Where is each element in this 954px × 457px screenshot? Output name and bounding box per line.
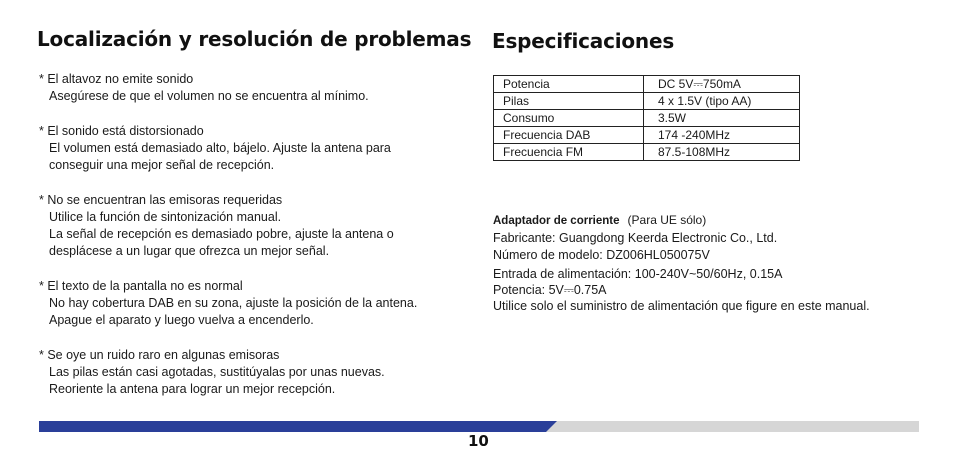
footer-bar: [39, 421, 919, 432]
problem-heading: * El texto de la pantalla no es normal: [39, 279, 243, 293]
spec-value: DC 5V⎓750mA: [644, 76, 800, 93]
adapter-power: Potencia: 5V⎓0.75A: [493, 283, 607, 297]
spec-key: Consumo: [494, 110, 644, 127]
adapter-model: Número de modelo: DZ006HL050075V: [493, 248, 710, 262]
page-number: 10: [468, 432, 489, 450]
solution-line: Reoriente la antena para lograr un mejor recepción.: [49, 382, 336, 396]
solution-line: desplácese a un lugar que ofrezca un mejor señal.: [49, 244, 330, 258]
problem-heading: * El sonido está distorsionado: [39, 124, 204, 138]
solution-line: Las pilas están casi agotadas, sustitúyalas por unas nuevas.: [49, 365, 385, 379]
adapter-heading: [493, 212, 913, 230]
specifications-table: [493, 75, 800, 161]
troubleshooting-list: [39, 71, 479, 416]
spec-value: 4 x 1.5V (tipo AA): [644, 93, 800, 110]
spec-key: Frecuencia FM: [494, 144, 644, 161]
adapter-title: Adaptador de corriente: [493, 215, 620, 227]
table-row: [494, 93, 800, 110]
troubleshooting-item: [39, 278, 479, 329]
table-row: [494, 127, 800, 144]
spec-key: Potencia: [494, 76, 644, 93]
table-row: [494, 110, 800, 127]
solution-line: conseguir una mejor señal de recepción.: [49, 158, 275, 172]
solution-line: Apague el aparato y luego vuelva a encenderlo.: [49, 313, 314, 327]
troubleshooting-item: [39, 71, 479, 105]
adapter-usage: Utilice solo el suministro de alimentación que figure en este manual.: [493, 299, 870, 313]
solution-line: El volumen está demasiado alto, bájelo. Ajuste la antena para: [49, 141, 391, 155]
power-adapter-info: [493, 212, 913, 315]
footer-bar-primary: [39, 421, 557, 432]
table-row: [494, 144, 800, 161]
specifications-title: Especificaciones: [492, 29, 675, 53]
table-row: [494, 76, 800, 93]
solution-line: Utilice la función de sintonización manual.: [49, 210, 282, 224]
troubleshooting-item: [39, 347, 479, 398]
adapter-manufacturer: Fabricante: Guangdong Keerda Electronic Co., Ltd.: [493, 231, 778, 245]
spec-key: Pilas: [494, 93, 644, 110]
spec-value: 3.5W: [644, 110, 800, 127]
adapter-input: Entrada de alimentación: 100-240V~50/60Hz, 0.15A: [493, 267, 783, 281]
troubleshooting-item: [39, 192, 479, 260]
footer-bar-graphic: [39, 421, 919, 432]
troubleshooting-item: [39, 123, 479, 174]
spec-value: 87.5-108MHz: [644, 144, 800, 161]
troubleshooting-title: Localización y resolución de problemas: [37, 27, 472, 51]
problem-heading: * Se oye un ruido raro en algunas emisoras: [39, 348, 280, 362]
spec-key: Frecuencia DAB: [494, 127, 644, 144]
problem-heading: * El altavoz no emite sonido: [39, 72, 194, 86]
solution-line: Asegúrese de que el volumen no se encuentra al mínimo.: [49, 89, 369, 103]
problem-heading: * No se encuentran las emisoras requeridas: [39, 193, 283, 207]
adapter-note: (Para UE sólo): [627, 213, 707, 227]
solution-line: La señal de recepción es demasiado pobre, ajuste la antena o: [49, 227, 394, 241]
solution-line: No hay cobertura DAB en su zona, ajuste la posición de la antena.: [49, 296, 418, 310]
spec-value: 174 -240MHz: [644, 127, 800, 144]
